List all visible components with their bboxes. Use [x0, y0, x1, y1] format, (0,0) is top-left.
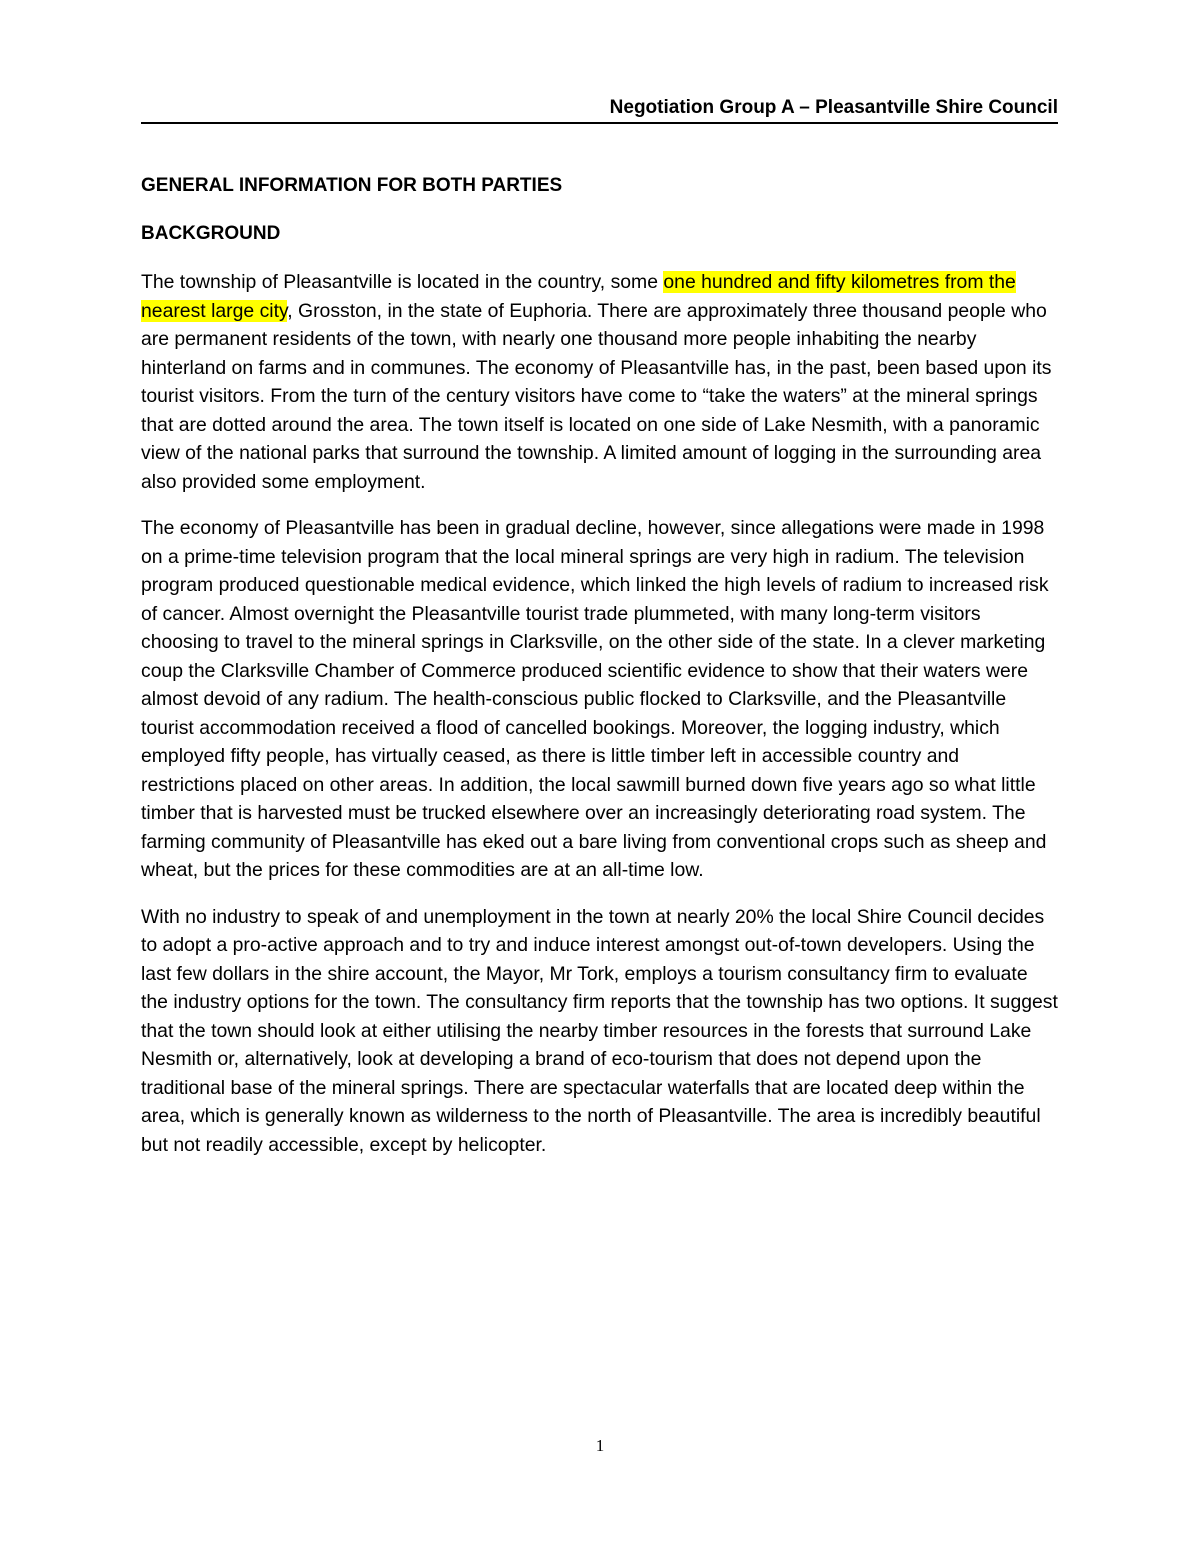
header-title: Negotiation Group A – Pleasantville Shire Council [609, 97, 1058, 118]
page-number: 1 [595, 1436, 605, 1455]
paragraph-3: With no industry to speak of and unemployment in the town at nearly 20% the local Shire Council decides to adopt a pro-active approach and to try and induce interest amongst out-of-town developers. Using the last few dollars in the shire account, the Mayor, Mr Tork, employs a tourism consultancy firm to evaluate the industry options for the town. The consultancy firm reports that the township has two options. It suggest that the town should look at either utilising the nearby timber resources in the forests that surround Lake Nesmith or, alternatively, look at developing a brand of eco-tourism that does not depend upon the traditional base of the mineral springs. There are spectacular waterfalls that are located deep within the area, which is generally known as wilderness to the north of Pleasantville. The area is incredibly beautiful but not readily accessible, except by helicopter. [141, 905, 1058, 1156]
section-heading-background: BACKGROUND [141, 223, 281, 244]
paragraph-1-text-before: The township of Pleasantville is located in the country, some [141, 271, 664, 293]
highlighted-text: one hundred and fifty kilometres from the nearest large city [141, 271, 1016, 322]
paragraph-1 [141, 268, 1058, 496]
document-title: GENERAL INFORMATION FOR BOTH PARTIES [141, 175, 563, 196]
paragraph-2: The economy of Pleasantville has been in gradual decline, however, since allegations were made in 1998 on a prime-time television program that the local mineral springs are very high in radium. The television program produced questionable medical evidence, which linked the high levels of radium to increased risk of cancer. Almost overnight the Pleasantville tourist trade plummeted, with many long-term visitors choosing to travel to the mineral springs in Clarksville, on the other side of the state. In a clever marketing coup the Clarksville Chamber of Commerce produced scientific evidence to show that their waters were almost devoid of any radium. The health-conscious public flocked to Clarksville, and the Pleasantville tourist accommodation received a flood of cancelled bookings. Moreover, the logging industry, which employed fifty people, has virtually ceased, as there is little timber left in accessible country and restrictions placed on other areas. In addition, the local sawmill burned down five years ago so what little timber that is harvested must be trucked elsewhere over an increasingly deteriorating road system. The farming community of Pleasantville has eked out a bare living from conventional crops such as sheep and wheat, but the prices for these commodities are at an all-time low. [141, 517, 1049, 881]
page-header [141, 96, 1058, 124]
paragraph-1-text-after: , Grosston, in the state of Euphoria. There are approximately three thousand people who are permanent residents of the town, with nearly one thousand more people inhabiting the nearby hinterland on farms and in communes. The economy of Pleasantville has, in the past, been based upon its tourist visitors. From the turn of the century visitors have come to “take the waters” at the mineral springs that are dotted around the area. The town itself is located on one side of Lake Nesmith, with a panoramic view of the national parks that surround the township. A limited amount of logging in the surrounding area also provided some employment. [141, 299, 1052, 493]
document-body [141, 172, 1058, 1177]
